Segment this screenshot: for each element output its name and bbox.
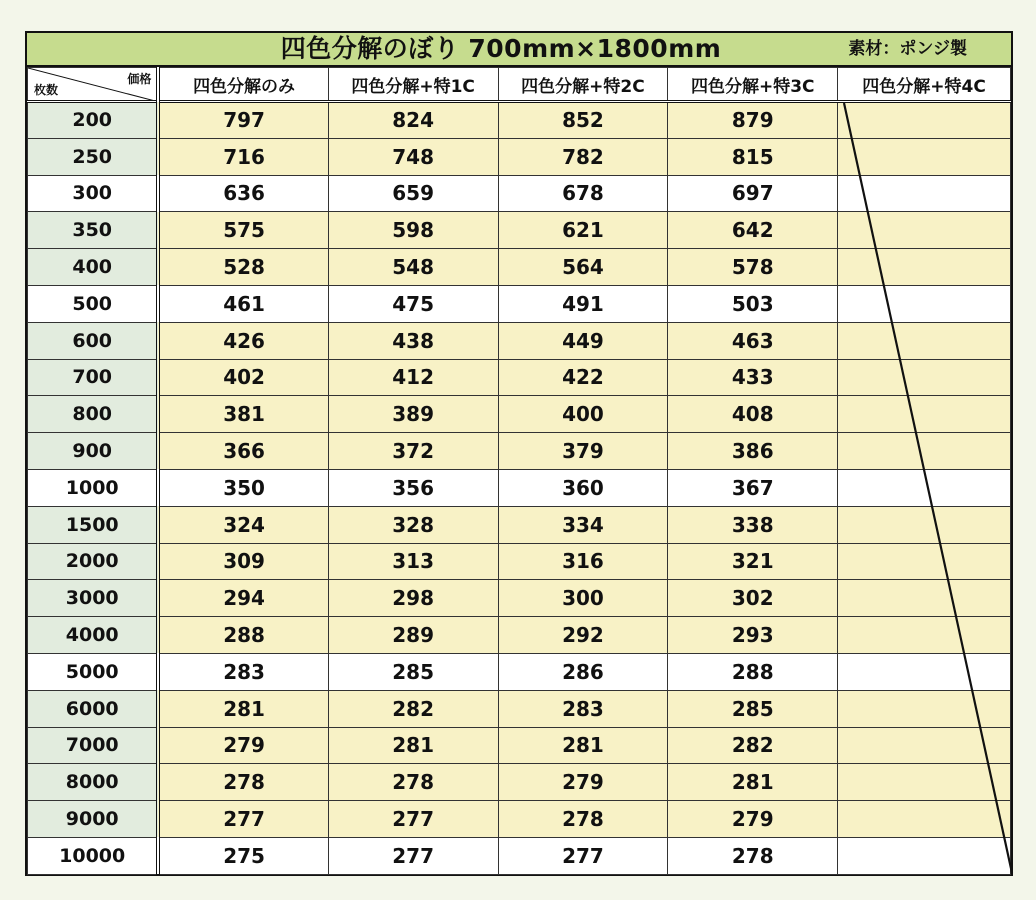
quantity-cell: 4000 [28, 617, 159, 654]
price-cell: 281 [498, 727, 668, 764]
price-cell: 621 [498, 212, 668, 249]
price-cell: 366 [158, 433, 328, 470]
table-body [28, 102, 1011, 875]
quantity-cell: 700 [28, 359, 159, 396]
price-cell: 564 [498, 249, 668, 286]
corner-header-cell [28, 68, 159, 102]
price-cell: 449 [498, 322, 668, 359]
price-cell: 815 [668, 138, 838, 175]
column-header: 四色分解+特4C [838, 68, 1011, 102]
quantity-cell: 3000 [28, 580, 159, 617]
price-cell: 360 [498, 469, 668, 506]
price-cell [838, 285, 1011, 322]
table-row [28, 469, 1011, 506]
quantity-cell: 200 [28, 102, 159, 139]
price-cell: 281 [328, 727, 498, 764]
price-cell: 824 [328, 102, 498, 139]
table-row [28, 727, 1011, 764]
price-cell: 578 [668, 249, 838, 286]
price-cell: 389 [328, 396, 498, 433]
price-cell: 292 [498, 617, 668, 654]
price-cell: 598 [328, 212, 498, 249]
price-cell [838, 727, 1011, 764]
price-cell [838, 249, 1011, 286]
price-cell: 372 [328, 433, 498, 470]
price-cell: 277 [498, 837, 668, 874]
price-cell: 321 [668, 543, 838, 580]
price-cell: 300 [498, 580, 668, 617]
price-cell: 575 [158, 212, 328, 249]
table-row [28, 543, 1011, 580]
quantity-cell: 5000 [28, 653, 159, 690]
table-row [28, 138, 1011, 175]
price-cell: 463 [668, 322, 838, 359]
price-cell [838, 396, 1011, 433]
table-row [28, 322, 1011, 359]
price-cell [838, 543, 1011, 580]
quantity-axis-label: 枚数 [34, 83, 59, 97]
price-cell: 782 [498, 138, 668, 175]
price-cell [838, 212, 1011, 249]
price-cell: 350 [158, 469, 328, 506]
column-header: 四色分解+特2C [498, 68, 668, 102]
price-cell: 279 [498, 764, 668, 801]
price-cell: 278 [158, 764, 328, 801]
table-row [28, 249, 1011, 286]
quantity-cell: 250 [28, 138, 159, 175]
table-row [28, 764, 1011, 801]
price-cell: 636 [158, 175, 328, 212]
price-cell: 528 [158, 249, 328, 286]
price-cell: 289 [328, 617, 498, 654]
price-cell: 852 [498, 102, 668, 139]
price-axis-label: 価格 [127, 72, 152, 86]
quantity-cell: 8000 [28, 764, 159, 801]
price-cell: 379 [498, 433, 668, 470]
price-cell: 334 [498, 506, 668, 543]
quantity-cell: 500 [28, 285, 159, 322]
price-cell: 313 [328, 543, 498, 580]
quantity-cell: 6000 [28, 690, 159, 727]
price-cell [838, 653, 1011, 690]
price-cell: 281 [668, 764, 838, 801]
price-cell: 697 [668, 175, 838, 212]
price-cell: 797 [158, 102, 328, 139]
price-cell [838, 764, 1011, 801]
table-row [28, 653, 1011, 690]
quantity-cell: 1500 [28, 506, 159, 543]
price-cell: 461 [158, 285, 328, 322]
price-cell: 298 [328, 580, 498, 617]
price-cell: 294 [158, 580, 328, 617]
price-cell [838, 102, 1011, 139]
quantity-cell: 300 [28, 175, 159, 212]
column-header: 四色分解+特3C [668, 68, 838, 102]
table-row [28, 580, 1011, 617]
price-cell: 277 [158, 801, 328, 838]
price-cell: 328 [328, 506, 498, 543]
price-cell: 367 [668, 469, 838, 506]
price-cell: 642 [668, 212, 838, 249]
table-row [28, 433, 1011, 470]
table-row [28, 690, 1011, 727]
price-cell [838, 469, 1011, 506]
table-row [28, 285, 1011, 322]
price-cell: 438 [328, 322, 498, 359]
quantity-cell: 900 [28, 433, 159, 470]
table-row [28, 212, 1011, 249]
quantity-cell: 9000 [28, 801, 159, 838]
price-cell: 279 [158, 727, 328, 764]
price-cell: 286 [498, 653, 668, 690]
price-cell: 283 [498, 690, 668, 727]
column-header: 四色分解のみ [158, 68, 328, 102]
price-cell: 302 [668, 580, 838, 617]
price-cell: 433 [668, 359, 838, 396]
table-row [28, 175, 1011, 212]
price-cell [838, 359, 1011, 396]
price-cell: 748 [328, 138, 498, 175]
price-cell: 475 [328, 285, 498, 322]
price-cell: 278 [328, 764, 498, 801]
price-cell [838, 322, 1011, 359]
quantity-cell: 7000 [28, 727, 159, 764]
price-cell [838, 433, 1011, 470]
price-cell: 386 [668, 433, 838, 470]
price-table [27, 67, 1011, 875]
column-header: 四色分解+特1C [328, 68, 498, 102]
price-cell: 338 [668, 506, 838, 543]
price-cell: 282 [328, 690, 498, 727]
price-cell: 282 [668, 727, 838, 764]
quantity-cell: 350 [28, 212, 159, 249]
price-cell: 356 [328, 469, 498, 506]
price-cell: 316 [498, 543, 668, 580]
price-cell: 309 [158, 543, 328, 580]
quantity-cell: 400 [28, 249, 159, 286]
price-cell: 400 [498, 396, 668, 433]
material-label: 素材：ポンジ製 [848, 39, 967, 59]
price-cell: 283 [158, 653, 328, 690]
table-row [28, 801, 1011, 838]
price-cell: 285 [328, 653, 498, 690]
price-cell: 678 [498, 175, 668, 212]
price-cell: 279 [668, 801, 838, 838]
price-cell [838, 580, 1011, 617]
page-title: 四色分解のぼり 700mm×1800mm [280, 34, 722, 63]
price-cell [838, 690, 1011, 727]
table-row [28, 359, 1011, 396]
price-cell: 278 [498, 801, 668, 838]
price-cell: 408 [668, 396, 838, 433]
price-cell: 491 [498, 285, 668, 322]
header-row [28, 68, 1011, 102]
table-row [28, 506, 1011, 543]
title-bar [27, 33, 1011, 67]
price-cell: 412 [328, 359, 498, 396]
table-row [28, 617, 1011, 654]
price-cell: 288 [158, 617, 328, 654]
price-cell: 381 [158, 396, 328, 433]
price-cell: 293 [668, 617, 838, 654]
table-row [28, 102, 1011, 139]
price-cell: 277 [328, 801, 498, 838]
price-cell: 548 [328, 249, 498, 286]
price-cell: 275 [158, 837, 328, 874]
table-row [28, 396, 1011, 433]
price-cell [838, 138, 1011, 175]
price-cell: 659 [328, 175, 498, 212]
price-cell [838, 175, 1011, 212]
price-cell: 285 [668, 690, 838, 727]
price-cell: 716 [158, 138, 328, 175]
price-cell: 288 [668, 653, 838, 690]
price-cell: 402 [158, 359, 328, 396]
price-cell: 281 [158, 690, 328, 727]
quantity-cell: 2000 [28, 543, 159, 580]
price-cell [838, 617, 1011, 654]
price-cell [838, 837, 1011, 874]
price-cell: 324 [158, 506, 328, 543]
price-cell: 422 [498, 359, 668, 396]
quantity-cell: 10000 [28, 837, 159, 874]
table-row [28, 837, 1011, 874]
price-cell: 277 [328, 837, 498, 874]
price-cell [838, 506, 1011, 543]
price-cell: 879 [668, 102, 838, 139]
price-cell: 503 [668, 285, 838, 322]
quantity-cell: 600 [28, 322, 159, 359]
quantity-cell: 800 [28, 396, 159, 433]
price-cell [838, 801, 1011, 838]
price-table-sheet [25, 31, 1013, 876]
price-cell: 278 [668, 837, 838, 874]
price-cell: 426 [158, 322, 328, 359]
quantity-cell: 1000 [28, 469, 159, 506]
